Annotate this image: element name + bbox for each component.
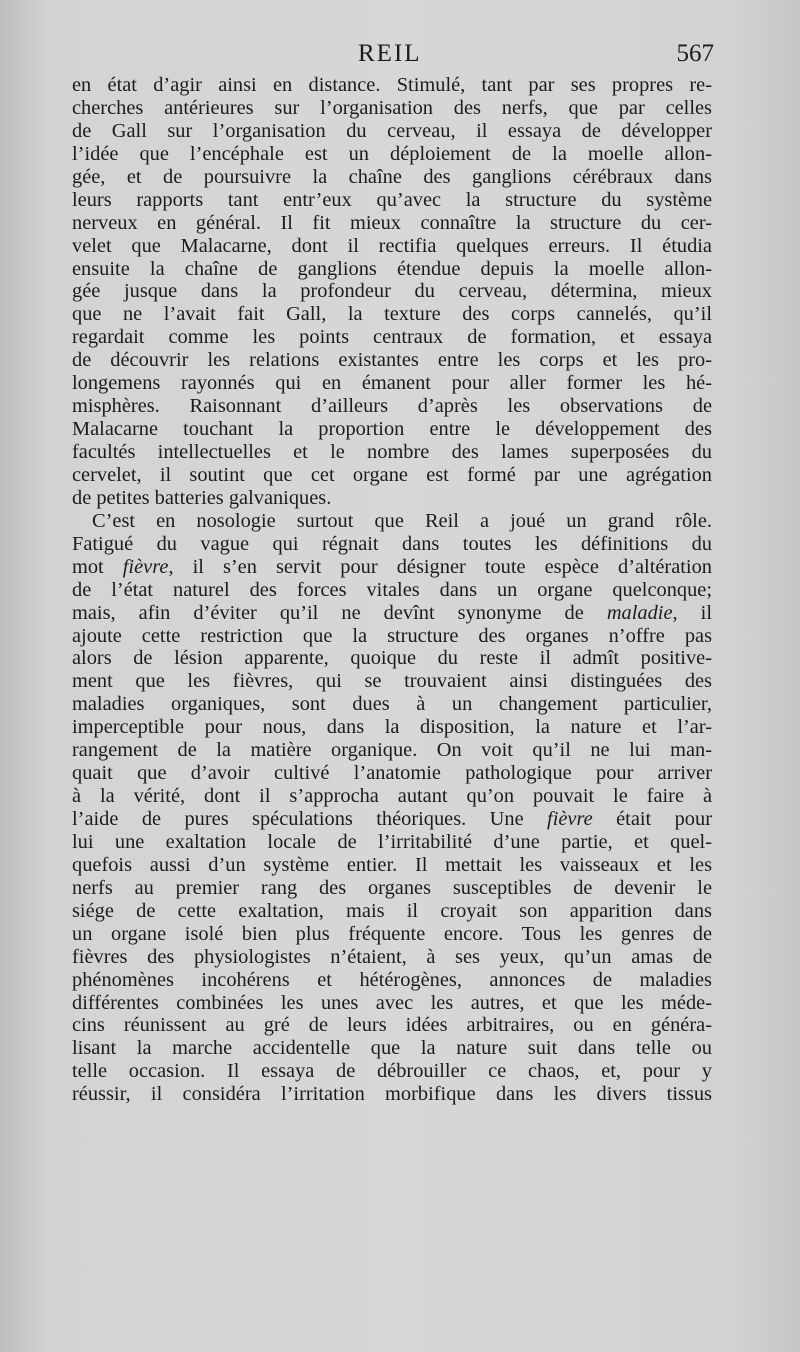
line-text: quefois aussi d’un système entier. Il mettait les vaisseaux et les — [72, 853, 712, 876]
text-line — [72, 235, 712, 258]
line-text: un organe isolé bien plus fréquente encore. Tous les genres de — [72, 922, 712, 945]
page-number: 567 — [676, 40, 714, 67]
line-text: quait que d’avoir cultivé l’anatomie pathologique pour arriver — [72, 762, 712, 785]
text-line — [72, 97, 712, 120]
line-text: différentes combinées les unes avec les autres, et que les méde- — [72, 991, 712, 1014]
line-text: ment que les fièvres, qui se trouvaient ainsi distinguées des — [72, 670, 712, 693]
text-line — [72, 808, 712, 831]
text-line — [72, 969, 712, 992]
text-line — [72, 1060, 712, 1083]
line-text: cins réunissent au gré de leurs idées arbitraires, ou en généra- — [72, 1014, 712, 1037]
line-text: l’aide de pures spéculations théoriques. Une — [72, 808, 548, 830]
line-text: de l’état naturel des forces vitales dans un organe quelconque; — [72, 578, 712, 601]
line-text: C’est en nosologie surtout que Reil a joué un grand rôle. — [92, 509, 712, 532]
text-line — [72, 647, 712, 670]
line-text: phénomènes incohérens et hétérogènes, annonces de maladies — [72, 968, 712, 991]
text-line — [72, 625, 712, 648]
text-line — [72, 533, 712, 556]
line-text: de Gall sur l’organisation du cerveau, il essaya de développer — [72, 119, 712, 142]
line-text: l’idée que l’encéphale est un déploiement de la moelle allon- — [72, 142, 712, 165]
text-line — [72, 877, 712, 900]
line-text: réussir, il considéra l’irritation morbifique dans les divers tissus — [72, 1083, 712, 1106]
line-text: gée, et de poursuivre la chaîne des ganglions cérébraux dans — [72, 165, 712, 188]
text-line — [72, 1083, 712, 1106]
text-line — [72, 303, 712, 326]
text-line — [72, 670, 712, 693]
text-line — [72, 372, 712, 395]
line-text: misphères. Raisonnant d’ailleurs d’après les observations de — [72, 395, 712, 418]
text-line — [72, 785, 712, 808]
line-text: maladies organiques, sont dues à un changement particulier, — [72, 693, 712, 716]
text-line — [72, 395, 712, 418]
text-line — [72, 556, 712, 579]
text-line — [72, 487, 712, 510]
text-line — [72, 280, 712, 303]
text-line — [72, 74, 712, 97]
line-text: siége de cette exaltation, mais il croyait son apparition dans — [72, 899, 712, 922]
text-line — [72, 579, 712, 602]
line-text: imperceptible pour nous, dans la disposition, la nature et l’ar- — [72, 716, 712, 739]
text-line — [72, 189, 712, 212]
line-text: fièvres des physiologistes n’étaient, à ses yeux, qu’un amas de — [72, 945, 712, 968]
line-text: , il — [672, 601, 712, 624]
page-header — [0, 40, 800, 76]
line-text: de découvrir les relations existantes entre les corps et les pro- — [72, 349, 712, 372]
line-text: mais, afin d’éviter qu’il ne devînt synonyme de — [72, 601, 607, 624]
text-line — [72, 923, 712, 946]
text-line — [72, 441, 712, 464]
text-line — [72, 716, 712, 739]
text-line — [72, 464, 712, 487]
text-line — [72, 992, 712, 1015]
line-text: mot — [72, 555, 123, 578]
text-line — [72, 349, 712, 372]
line-text: gée jusque dans la profondeur du cerveau, détermina, mieux — [72, 280, 712, 303]
text-line — [72, 739, 712, 762]
text-line — [72, 326, 712, 349]
text-line — [72, 693, 712, 716]
text-line — [72, 831, 712, 854]
line-text: Malacarne touchant la proportion entre le développement des — [72, 418, 712, 441]
text-line — [72, 143, 712, 166]
italic-term: fièvre — [122, 555, 169, 578]
line-text: à la vérité, dont il s’approcha autant qu’on pouvait le faire à — [72, 785, 712, 808]
line-text: cherches antérieures sur l’organisation des nerfs, que par celles — [72, 96, 712, 119]
line-text: ensuite la chaîne de ganglions étendue depuis la moelle allon- — [72, 257, 712, 280]
line-text: rangement de la matière organique. On voit qu’il ne lui man- — [72, 739, 712, 762]
line-text: était pour — [592, 808, 712, 830]
text-line — [72, 1037, 712, 1060]
body-text — [72, 74, 712, 1106]
line-text: Fatigué du vague qui régnait dans toutes les définitions du — [72, 532, 712, 555]
line-text: nerveux en général. Il fit mieux connaître la structure du cer- — [72, 211, 712, 234]
line-text: , il s’en servit pour désigner toute espèce d’altération — [168, 555, 712, 578]
text-line — [72, 120, 712, 143]
line-text: nerfs au premier rang des organes susceptibles de devenir le — [72, 876, 712, 899]
line-text: lui une exaltation locale de l’irritabilité d’une partie, et quel- — [72, 830, 712, 853]
text-line — [72, 854, 712, 877]
line-text: alors de lésion apparente, quoique du reste il admît positive- — [72, 647, 712, 670]
text-line — [72, 418, 712, 441]
text-line — [72, 166, 712, 189]
line-text: telle occasion. Il essaya de débrouiller ce chaos, et, pour y — [72, 1060, 712, 1083]
text-line — [72, 602, 712, 625]
text-line — [72, 258, 712, 281]
line-text: que ne l’avait fait Gall, la texture des corps cannelés, qu’il — [72, 303, 712, 326]
line-text: ajoute cette restriction que la structure des organes n’offre pas — [72, 624, 712, 647]
text-line — [72, 900, 712, 923]
line-text: velet que Malacarne, dont il rectifia quelques erreurs. Il étudia — [72, 234, 712, 257]
line-text: cervelet, il soutint que cet organe est formé par une agrégation — [72, 463, 712, 486]
line-text: de petites batteries galvaniques. — [72, 486, 332, 509]
italic-term: maladie — [606, 601, 673, 624]
text-line — [72, 1014, 712, 1037]
line-text: regardait comme les points centraux de formation, et essaya — [72, 326, 712, 349]
italic-term: fièvre — [547, 808, 593, 830]
line-text: leurs rapports tant entr’eux qu’avec la structure du système — [72, 188, 712, 211]
running-head: REIL — [358, 40, 422, 67]
line-text: lisant la marche accidentelle que la nature suit dans telle ou — [72, 1037, 712, 1060]
text-line — [72, 762, 712, 785]
line-text: longemens rayonnés qui en émanent pour aller former les hé- — [72, 372, 712, 395]
text-line — [72, 510, 712, 533]
text-line — [72, 212, 712, 235]
line-text: en état d’agir ainsi en distance. Stimulé, tant par ses propres re- — [72, 74, 712, 96]
text-line — [72, 946, 712, 969]
line-text: facultés intellectuelles et le nombre des lames superposées du — [72, 441, 712, 463]
